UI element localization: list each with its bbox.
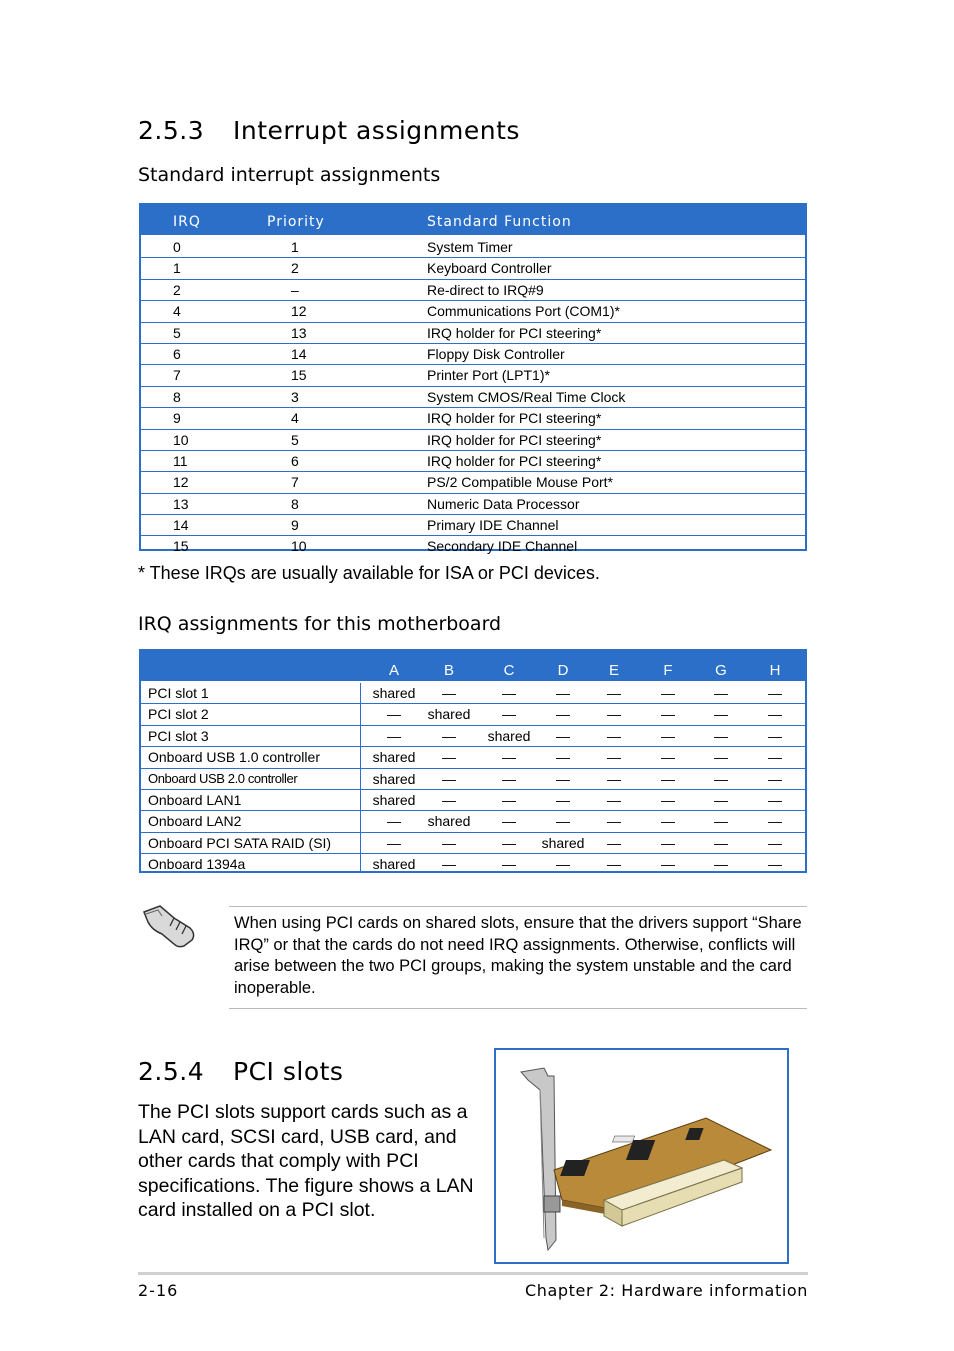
irq-cell: 12	[173, 474, 189, 491]
priority-cell: 8	[291, 495, 299, 512]
function-cell: IRQ holder for PCI steering*	[427, 410, 602, 427]
irq-cell: 2	[173, 281, 181, 298]
priority-cell: 3	[291, 388, 299, 405]
irq-f-cell: —	[661, 834, 675, 851]
column-header-b: B	[443, 662, 455, 679]
column-header-irq: IRQ	[173, 214, 201, 230]
table-row	[141, 387, 805, 408]
table-row	[141, 854, 805, 874]
function-cell: IRQ holder for PCI steering*	[427, 431, 602, 448]
irq-b-cell: shared	[427, 813, 471, 830]
function-cell: System Timer	[427, 239, 513, 255]
irq-h-cell: —	[768, 856, 782, 873]
irq-cell: 6	[173, 345, 181, 362]
irq-h-cell: —	[768, 834, 782, 851]
footnote: * These IRQs are usually available for ISA or PCI devices.	[138, 563, 600, 583]
irq-g-cell: —	[714, 706, 728, 723]
irq-e-cell: —	[607, 770, 621, 787]
table-row	[141, 237, 805, 258]
table-header	[141, 651, 805, 681]
irq-c-cell: —	[502, 770, 516, 787]
priority-cell: –	[291, 281, 299, 298]
irq-h-cell: —	[768, 813, 782, 830]
table-body	[141, 683, 805, 875]
section-heading-2-5-4	[138, 1057, 343, 1086]
irq-motherboard-heading: IRQ assignments for this motherboard	[138, 613, 502, 635]
irq-d-cell: shared	[541, 834, 585, 851]
irq-a-cell: —	[387, 834, 401, 851]
irq-cell: 11	[173, 452, 188, 469]
irq-e-cell: —	[607, 685, 621, 701]
irq-b-cell: —	[442, 749, 456, 766]
irq-cell: 0	[173, 239, 181, 255]
device-cell: Onboard LAN2	[148, 813, 242, 830]
irq-a-cell: —	[387, 813, 401, 830]
column-header-h: H	[769, 662, 781, 679]
column-header-a: A	[388, 662, 400, 679]
table-row	[141, 790, 805, 811]
priority-cell: 4	[291, 410, 299, 427]
irq-a-cell: shared	[372, 749, 416, 766]
irq-c-cell: —	[502, 834, 516, 851]
irq-a-cell: shared	[372, 791, 416, 808]
irq-f-cell: —	[661, 791, 675, 808]
irq-f-cell: —	[661, 770, 675, 787]
section-heading-2-5-3	[138, 116, 520, 145]
irq-d-cell: —	[556, 856, 570, 873]
standard-interrupt-table	[139, 203, 807, 555]
table-body	[141, 237, 805, 557]
irq-f-cell: —	[661, 856, 675, 873]
irq-h-cell: —	[768, 727, 782, 744]
priority-cell: 2	[291, 260, 299, 277]
device-cell: PCI slot 1	[148, 685, 209, 701]
table-row	[141, 472, 805, 493]
irq-d-cell: —	[556, 706, 570, 723]
column-header-d: D	[557, 662, 569, 679]
column-header-priority: Priority	[267, 214, 325, 230]
device-cell: Onboard USB 1.0 controller	[148, 749, 320, 766]
irq-c-cell: —	[502, 685, 516, 701]
irq-e-cell: —	[607, 856, 621, 873]
note-text: When using PCI cards on shared slots, ensure that the drivers support “Share IRQ” or that the cards do not need IRQ assignments. Otherwise, conflicts will arise between the two PCI groups, making the system unstable and the card inoperable.	[234, 914, 802, 997]
function-cell: Re-direct to IRQ#9	[427, 281, 544, 298]
irq-g-cell: —	[714, 834, 728, 851]
table-row	[141, 536, 805, 556]
section-number: 2.5.4	[138, 1057, 205, 1086]
irq-d-cell: —	[556, 749, 570, 766]
irq-f-cell: —	[661, 685, 675, 701]
column-header-f: F	[663, 662, 673, 679]
irq-g-cell: —	[714, 856, 728, 873]
function-cell: Numeric Data Processor	[427, 495, 580, 512]
section-title: PCI slots	[233, 1057, 344, 1086]
irq-e-cell: —	[607, 727, 621, 744]
irq-b-cell: —	[442, 770, 456, 787]
irq-c-cell: —	[502, 813, 516, 830]
lan-card-illustration	[496, 1050, 787, 1262]
irq-e-cell: —	[607, 791, 621, 808]
irq-b-cell: —	[442, 685, 456, 701]
irq-b-cell: —	[442, 727, 456, 744]
irq-h-cell: —	[768, 685, 782, 701]
irq-f-cell: —	[661, 727, 675, 744]
irq-h-cell: —	[768, 791, 782, 808]
irq-b-cell: —	[442, 834, 456, 851]
table-row	[141, 365, 805, 386]
function-cell: System CMOS/Real Time Clock	[427, 388, 626, 405]
column-header-c: C	[503, 662, 515, 679]
chapter-title: Chapter 2: Hardware information	[525, 1281, 808, 1300]
table-row	[141, 769, 805, 790]
column-header-g: G	[715, 662, 727, 679]
irq-c-cell: —	[502, 856, 516, 873]
priority-cell: 7	[291, 474, 299, 491]
device-cell: Onboard LAN1	[148, 791, 242, 808]
table-row	[141, 258, 805, 279]
device-cell: Onboard 1394a	[148, 856, 246, 873]
irq-d-cell: —	[556, 791, 570, 808]
priority-cell: 6	[291, 452, 299, 469]
table-row	[141, 726, 805, 747]
irq-cell: 8	[173, 388, 181, 405]
priority-cell: 5	[291, 431, 299, 448]
function-cell: Floppy Disk Controller	[427, 345, 565, 362]
irq-a-cell: shared	[372, 685, 416, 701]
function-cell: Communications Port (COM1)*	[427, 303, 620, 320]
irq-d-cell: —	[556, 813, 570, 830]
irq-g-cell: —	[714, 813, 728, 830]
device-cell: Onboard USB 2.0 controller	[148, 770, 298, 786]
priority-cell: 1	[291, 239, 299, 255]
table-row	[141, 494, 805, 515]
irq-g-cell: —	[714, 749, 728, 766]
irq-d-cell: —	[556, 685, 570, 701]
irq-d-cell: —	[556, 727, 570, 744]
irq-f-cell: —	[661, 813, 675, 830]
table-row	[141, 515, 805, 536]
irq-c-cell: shared	[487, 727, 531, 744]
device-cell: PCI slot 2	[148, 706, 209, 723]
irq-a-cell: shared	[372, 770, 416, 787]
table-row	[141, 747, 805, 768]
pci-slots-paragraph: The PCI slots support cards such as a LAN card, SCSI card, USB card, and other cards that comply with PCI specifications. The figure shows a LAN card installed on a PCI slot.	[138, 1101, 474, 1221]
priority-cell: 9	[291, 517, 299, 534]
irq-b-cell: —	[442, 856, 456, 873]
function-cell: PS/2 Compatible Mouse Port*	[427, 474, 613, 491]
table-row	[141, 683, 805, 704]
irq-e-cell: —	[607, 834, 621, 851]
footer-rule	[138, 1272, 808, 1275]
irq-cell: 10	[173, 431, 189, 448]
column-header-function: Standard Function	[427, 214, 572, 230]
function-cell: IRQ holder for PCI steering*	[427, 324, 602, 341]
function-cell: Primary IDE Channel	[427, 517, 559, 534]
irq-e-cell: —	[607, 813, 621, 830]
section-title: Interrupt assignments	[233, 116, 520, 145]
priority-cell: 15	[291, 367, 307, 384]
priority-cell: 12	[291, 303, 307, 320]
priority-cell: 10	[291, 538, 307, 555]
irq-a-cell: shared	[372, 856, 416, 873]
table-row	[141, 833, 805, 854]
irq-cell: 1	[173, 260, 181, 277]
irq-c-cell: —	[502, 791, 516, 808]
irq-a-cell: —	[387, 727, 401, 744]
irq-e-cell: —	[607, 749, 621, 766]
irq-g-cell: —	[714, 685, 728, 701]
table-row	[141, 811, 805, 832]
irq-d-cell: —	[556, 770, 570, 787]
irq-c-cell: —	[502, 706, 516, 723]
section-number: 2.5.3	[138, 116, 205, 145]
priority-cell: 14	[291, 345, 307, 362]
irq-cell: 5	[173, 324, 181, 341]
column-header-e: E	[608, 662, 620, 679]
table-row	[141, 704, 805, 725]
irq-h-cell: —	[768, 770, 782, 787]
function-cell: Secondary IDE Channel	[427, 538, 578, 555]
irq-h-cell: —	[768, 749, 782, 766]
irq-cell: 15	[173, 538, 189, 555]
irq-c-cell: —	[502, 749, 516, 766]
page-number: 2-16	[138, 1281, 179, 1300]
irq-a-cell: —	[387, 706, 401, 723]
irq-cell: 4	[173, 303, 181, 320]
table-row	[141, 451, 805, 472]
irq-cell: 14	[173, 517, 189, 534]
pci-card-figure	[494, 1048, 789, 1264]
irq-g-cell: —	[714, 770, 728, 787]
irq-cell: 13	[173, 495, 189, 512]
irq-g-cell: —	[714, 727, 728, 744]
irq-b-cell: shared	[427, 706, 471, 723]
irq-b-cell: —	[442, 791, 456, 808]
function-cell: IRQ holder for PCI steering*	[427, 452, 602, 469]
irq-h-cell: —	[768, 706, 782, 723]
device-cell: Onboard PCI SATA RAID (SI)	[148, 834, 332, 851]
table-row	[141, 280, 805, 301]
irq-cell: 7	[173, 367, 181, 384]
table-row	[141, 323, 805, 344]
hand-note-icon	[140, 900, 198, 954]
table-row	[141, 408, 805, 429]
irq-f-cell: —	[661, 706, 675, 723]
table-row	[141, 430, 805, 451]
irq-e-cell: —	[607, 706, 621, 723]
standard-interrupt-heading: Standard interrupt assignments	[138, 164, 441, 186]
irq-motherboard-table	[139, 649, 807, 873]
irq-g-cell: —	[714, 791, 728, 808]
irq-cell: 9	[173, 410, 181, 427]
function-cell: Keyboard Controller	[427, 260, 552, 277]
table-row	[141, 344, 805, 365]
table-header	[141, 205, 805, 235]
function-cell: Printer Port (LPT1)*	[427, 367, 550, 384]
irq-f-cell: —	[661, 749, 675, 766]
device-cell: PCI slot 3	[148, 727, 209, 744]
priority-cell: 13	[291, 324, 307, 341]
note-box	[229, 906, 807, 1009]
table-row	[141, 301, 805, 322]
